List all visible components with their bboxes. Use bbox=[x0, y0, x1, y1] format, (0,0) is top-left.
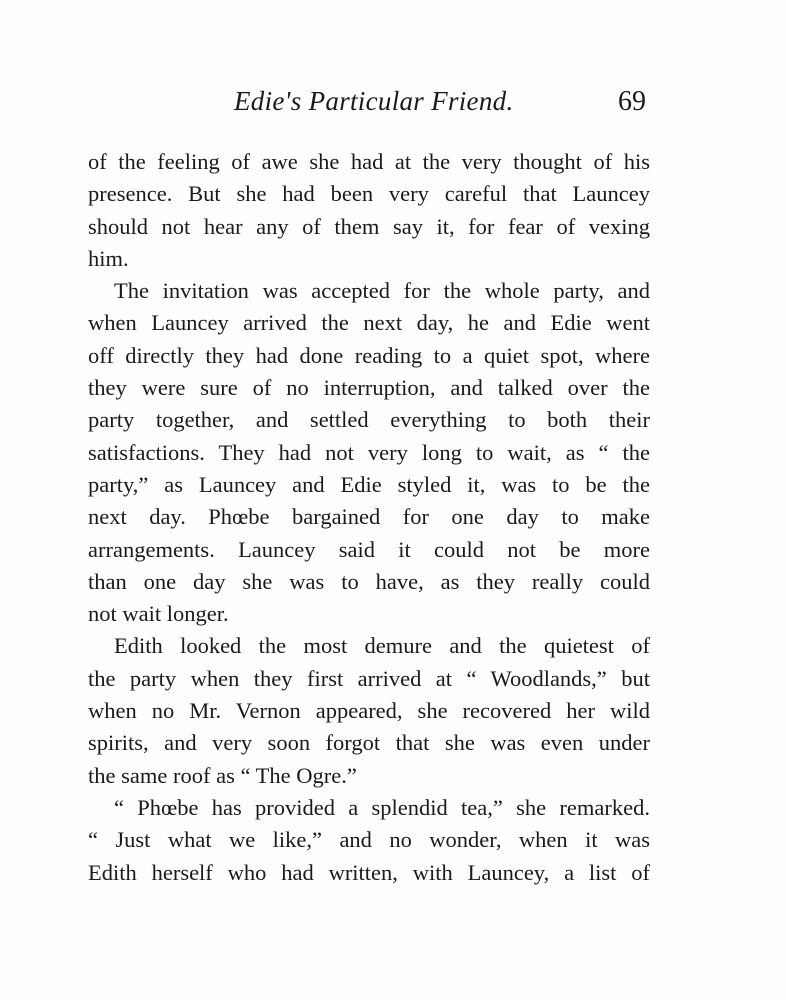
paragraph bbox=[88, 630, 650, 791]
text-line: than one day she was to have, as they really could bbox=[88, 568, 650, 594]
text-line: arrangements. Launcey said it could not be more bbox=[88, 536, 650, 562]
text-line: party together, and settled everything to both their bbox=[88, 407, 650, 433]
text-line: spirits, and very soon forgot that she was even under bbox=[88, 730, 650, 756]
text-line: party,” as Launcey and Edie styled it, was to be the bbox=[88, 471, 650, 497]
text-line: satisfactions. They had not very long to wait, as “ the bbox=[88, 439, 650, 465]
running-title: Edie's Particular Friend. bbox=[234, 86, 514, 116]
text-line: when no Mr. Vernon appeared, she recovered her wild bbox=[88, 698, 650, 724]
paragraph bbox=[88, 275, 650, 630]
page-number: 69 bbox=[618, 86, 646, 117]
paragraph bbox=[88, 792, 650, 889]
text-line: Edith herself who had written, with Launcey, a list of bbox=[88, 859, 650, 885]
text-line: Edith looked the most demure and the quietest of bbox=[114, 633, 650, 659]
text-line: him. bbox=[88, 245, 129, 271]
text-line: of the feeling of awe she had at the very thought of his bbox=[88, 149, 650, 174]
text-line: next day. Phœbe bargained for one day to make bbox=[88, 504, 650, 530]
text-line: the same roof as “ The Ogre.” bbox=[88, 762, 357, 788]
text-line: presence. But she had been very careful that Launcey bbox=[88, 181, 650, 207]
text-line: not wait longer. bbox=[88, 601, 229, 627]
running-head bbox=[88, 86, 650, 126]
text-line: the party when they first arrived at “ Woodlands,” but bbox=[88, 665, 650, 691]
text-line: should not hear any of them say it, for fear of vexing bbox=[88, 213, 650, 239]
paragraph bbox=[88, 146, 650, 275]
text-line: “ Just what we like,” and no wonder, when it was bbox=[88, 827, 650, 853]
text-line: off directly they had done reading to a quiet spot, where bbox=[88, 342, 650, 368]
text-line: they were sure of no interruption, and talked over the bbox=[88, 375, 650, 401]
text-line: The invitation was accepted for the whole party, and bbox=[114, 278, 650, 304]
text-line: “ Phœbe has provided a splendid tea,” she remarked. bbox=[114, 794, 650, 820]
body-text bbox=[88, 146, 650, 889]
text-line: when Launcey arrived the next day, he and Edie went bbox=[88, 310, 650, 336]
